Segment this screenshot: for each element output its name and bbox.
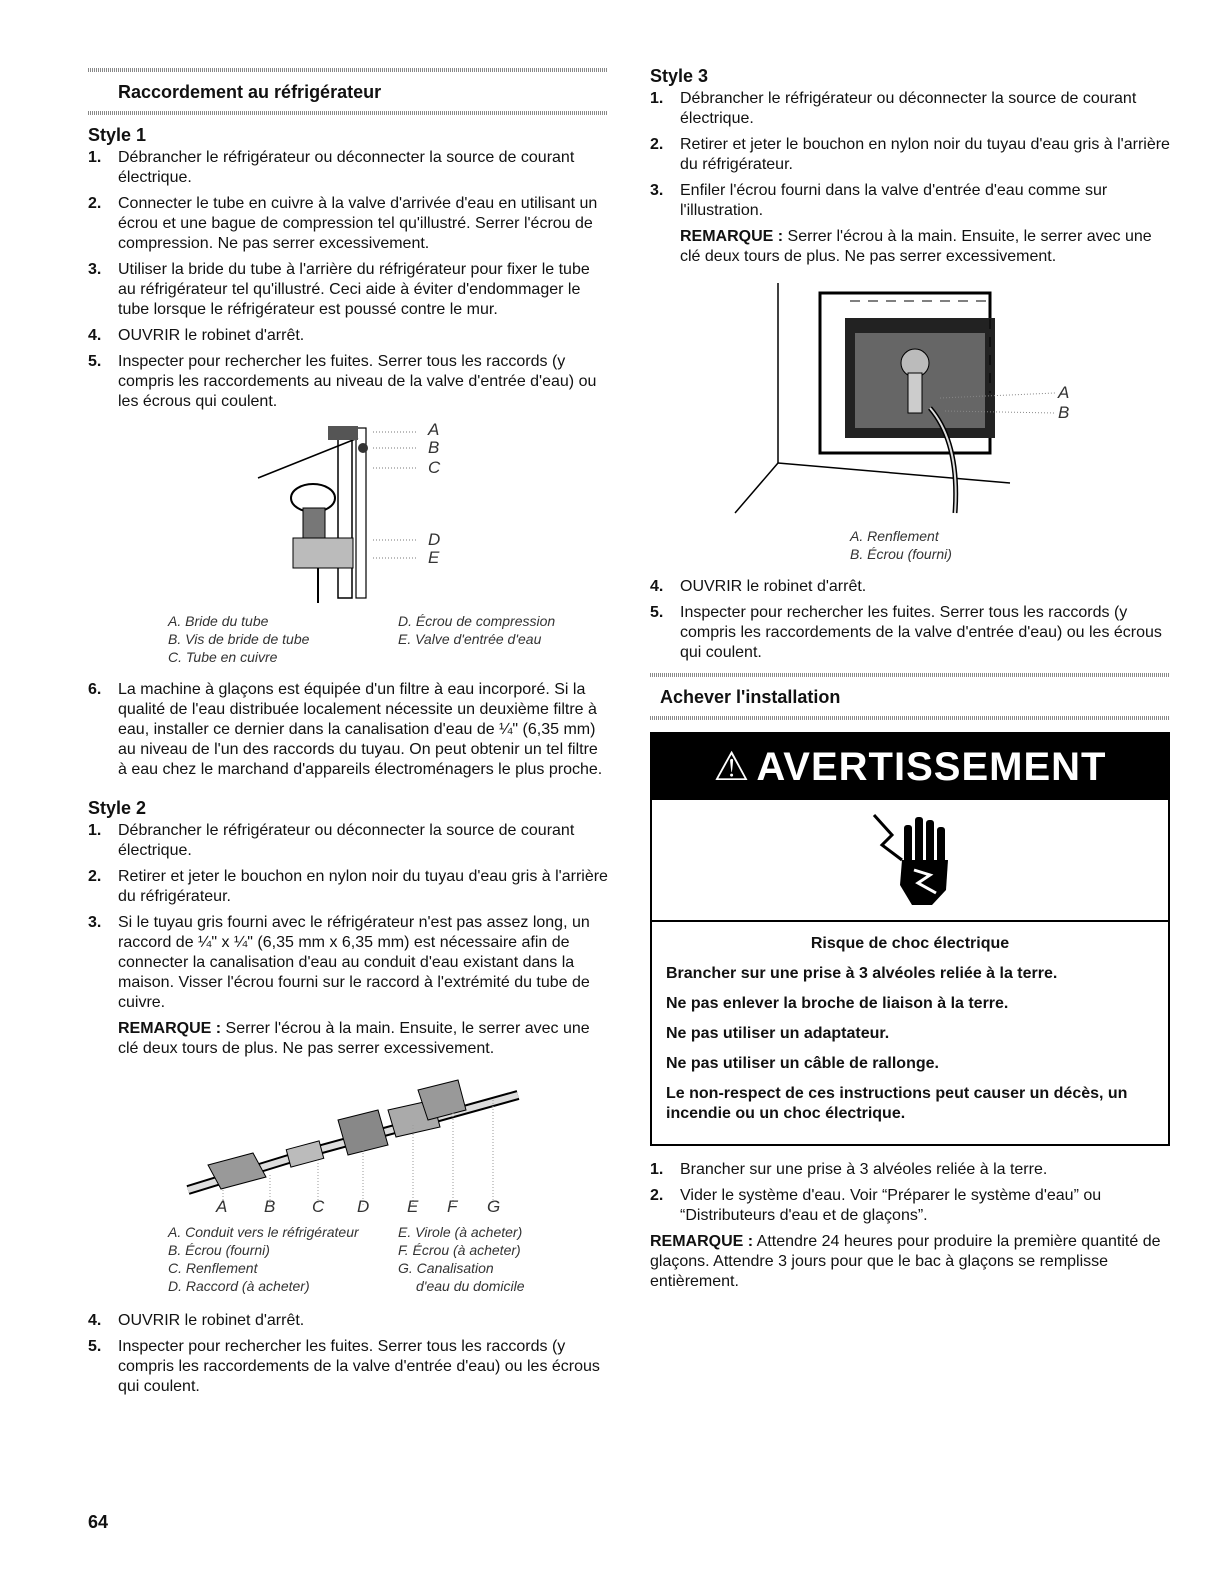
electric-shock-hand-icon bbox=[862, 805, 962, 915]
list-item: 5. Inspecter pour rechercher les fuites. Serrer tous les raccords (y compris les raccordements au niveau de la valve d'entrée d'eau) ou les écrous qui coulent. bbox=[88, 353, 597, 410]
label-g: G bbox=[487, 1197, 501, 1216]
label-a: A bbox=[1058, 383, 1070, 402]
finish-steps bbox=[650, 1160, 1170, 1226]
label-e: E bbox=[428, 548, 440, 567]
style2-steps bbox=[88, 821, 608, 1059]
style1-legend: A. Bride du tube D. Écrou de compression B. Vis de bride de tube E. Valve d'entrée d'eau C. Tube en cuivre bbox=[168, 613, 556, 665]
list-item: 2. Retirer et jeter le bouchon en nylon noir du tuyau d'eau gris à l'arrière du réfrigérateur. bbox=[88, 868, 608, 905]
style1-figure bbox=[88, 418, 608, 608]
section-title: Achever l'installation bbox=[660, 687, 841, 707]
label-a: A bbox=[216, 1197, 228, 1216]
label-b: B bbox=[264, 1197, 276, 1216]
fitting-illustration bbox=[88, 1065, 608, 1215]
section-title: Raccordement au réfrigérateur bbox=[118, 82, 382, 102]
style2-title: Style 2 bbox=[88, 798, 147, 818]
warning-line: Brancher sur une prise à 3 alvéoles reliée à la terre. bbox=[666, 965, 1058, 982]
warning-line: Ne pas enlever la broche de liaison à la terre. bbox=[666, 995, 1009, 1012]
list-item: 3. Si le tuyau gris fourni avec le réfrigérateur n'est pas assez long, un raccord de ¼" x ¼" (6,35 mm x 6,35 mm) est nécessaire afin de connecter la canalisation d'eau au conduit d'eau existant dans la maison. Visser l'écrou fourni sur le raccord à l'extrémité du tube de cuivre. REMARQUE : Serrer l'écrou à la main. Ensuite, le serrer avec une clé deux tours de plus. Ne pas serrer excessivement. bbox=[88, 913, 608, 1059]
style3-note: REMARQUE : Serrer l'écrou à la main. Ensuite, le serrer avec une clé deux tours de plus. Ne pas serrer excessivement. bbox=[680, 228, 1152, 265]
warning-risk: Risque de choc électrique bbox=[810, 935, 1010, 952]
list-item: 2. Retirer et jeter le bouchon en nylon noir du tuyau d'eau gris à l'arrière du réfrigérateur. bbox=[650, 136, 1170, 173]
list-item: 1. Débrancher le réfrigérateur ou déconnecter la source de courant électrique. bbox=[650, 90, 1137, 127]
inlet-valve-illustration bbox=[650, 273, 1170, 523]
label-d: D bbox=[357, 1197, 370, 1216]
label-d: D bbox=[428, 530, 441, 549]
warning-line: Ne pas utiliser un câble de rallonge. bbox=[666, 1055, 939, 1072]
label-b: B bbox=[428, 438, 440, 457]
section-header-achever bbox=[650, 673, 1170, 720]
list-item: 5. Inspecter pour rechercher les fuites. Serrer tous les raccords (y compris les raccordements de la valve d'entrée d'eau) ou les écrous qui coulent. bbox=[88, 1338, 600, 1395]
style1-step6 bbox=[88, 680, 608, 780]
list-item: 2. Vider le système d'eau. Voir “Préparer le système d'eau” ou “Distributeurs d'eau et de glaçons”. bbox=[650, 1187, 1102, 1224]
left-column bbox=[88, 60, 608, 1403]
page-number: 64 bbox=[88, 1512, 109, 1532]
label-e: E bbox=[407, 1197, 419, 1216]
label-f: F bbox=[447, 1197, 458, 1216]
warning-line: Ne pas utiliser un adaptateur. bbox=[666, 1025, 890, 1042]
valve-clamp-illustration bbox=[88, 418, 608, 608]
list-item: 3. Enfiler l'écrou fourni dans la valve d'entrée d'eau comme sur l'illustration. REMARQUE : Serrer l'écrou à la main. Ensuite, le serrer avec une clé deux tours de plus. Ne pas serrer excessivement. bbox=[650, 181, 1170, 267]
label-c: C bbox=[428, 458, 441, 477]
finish-note: REMARQUE : Attendre 24 heures pour produire la première quantité de glaçons. Attendre 3 jours pour que le bac à glaçons se remplisse entièrement. bbox=[650, 1233, 1161, 1290]
section-header-raccordement bbox=[88, 68, 608, 115]
style3-figure bbox=[650, 273, 1170, 523]
list-item: 2. Connecter le tube en cuivre à la valve d'arrivée d'eau en utilisant un écrou et une bague de compression tel qu'illustré. Serrer l'écrou de compression. Ne pas serrer excessivement. bbox=[88, 195, 598, 252]
style3-legend: A. Renflement B. Écrou (fourni) bbox=[850, 528, 952, 562]
list-item: 5. Inspecter pour rechercher les fuites. Serrer tous les raccords (y compris les raccordements de la valve d'entrée d'eau) ou les écrous qui coulent. bbox=[650, 604, 1162, 661]
list-item: 4. OUVRIR le robinet d'arrêt. bbox=[650, 578, 867, 595]
style2-note: REMARQUE : Serrer l'écrou à la main. Ensuite, le serrer avec une clé deux tours de plus. Ne pas serrer excessivement. bbox=[118, 1020, 590, 1057]
warning-box bbox=[650, 732, 1170, 1146]
list-item: 4. OUVRIR le robinet d'arrêt. bbox=[88, 1312, 305, 1329]
style1-steps bbox=[88, 148, 608, 412]
warning-header: ⚠ AVERTISSEMENT bbox=[652, 734, 1168, 800]
label-c: C bbox=[312, 1197, 325, 1216]
label-b: B bbox=[1058, 403, 1070, 422]
list-item: 1. Débrancher le réfrigérateur ou déconnecter la source de courant électrique. bbox=[88, 822, 575, 859]
style2-steps-after bbox=[88, 1311, 608, 1397]
style3-steps bbox=[650, 89, 1170, 267]
warning-line: Le non-respect de ces instructions peut causer un décès, un incendie ou un choc électrique. bbox=[666, 1085, 1128, 1122]
list-item: 1. Débrancher le réfrigérateur ou déconnecter la source de courant électrique. bbox=[88, 149, 575, 186]
list-item: 4. OUVRIR le robinet d'arrêt. bbox=[88, 327, 305, 344]
style3-title: Style 3 bbox=[650, 66, 709, 86]
style3-steps-after bbox=[650, 577, 1170, 663]
list-item: 1. Brancher sur une prise à 3 alvéoles reliée à la terre. bbox=[650, 1161, 1048, 1178]
warning-body bbox=[652, 922, 1168, 1144]
style2-legend: A. Conduit vers le réfrigérateur E. Virole (à acheter) B. Écrou (fourni) F. Écrou (à acheter) C. Renflement G. Canalisation D. Raccord (à acheter) d'eau du domicile bbox=[168, 1224, 525, 1294]
style1-title: Style 1 bbox=[88, 125, 147, 145]
warning-triangle-icon: ⚠ bbox=[713, 745, 751, 789]
list-item: 3. Utiliser la bride du tube à l'arrière du réfrigérateur pour fixer le tube au réfrigérateur tel qu'illustré. Ceci aide à éviter d'endommager le tube lorsque le réfrigérateur est poussé contre le mur. bbox=[88, 261, 590, 318]
list-item: 6. La machine à glaçons est équipée d'un filtre à eau incorporé. Si la qualité de l'eau distribuée localement nécessite un deuxième filtre à eau, installer ce dernier dans la canalisation d'eau de ¼" (6,35 mm) au niveau de l'un des raccords du tuyau. On peut obtenir un tel filtre à eau chez le marchand d'appareils électroménagers le plus proche. bbox=[88, 681, 603, 778]
right-column bbox=[650, 60, 1170, 1298]
style2-figure bbox=[88, 1065, 608, 1215]
label-a: A bbox=[428, 420, 440, 439]
